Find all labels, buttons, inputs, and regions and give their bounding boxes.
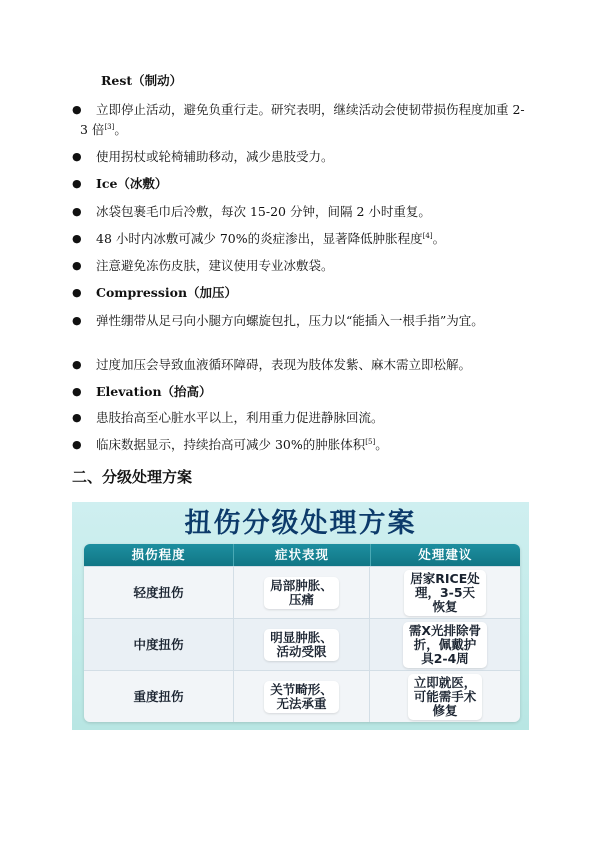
symptom-pill: 关节畸形、 无法承重 [264,681,339,713]
table-header-cell: 损伤程度 [84,544,234,566]
list-item [72,435,532,455]
citation-ref: [3] [104,122,115,131]
list-item-text: 立即停止活动，避免负重行走。研究表明，继续活动会使韧带损伤程度加重 2-3 倍[3]。 [80,102,525,137]
table-row [84,670,520,722]
citation-ref: [5] [365,437,376,446]
grading-table-figure [72,502,529,730]
bullet-icon: ● [72,286,82,299]
bullet-icon: ● [72,411,82,424]
bullet-icon: ● [72,103,82,116]
table-header-row [84,544,520,566]
list-item-heading [72,283,532,303]
table-cell-advice [370,619,520,670]
figure-title: 扭伤分级处理方案 [184,508,417,539]
list-item [72,100,532,140]
list-item [72,229,532,249]
list-item-heading [72,174,532,194]
symptom-pill: 明显肿胀、 活动受限 [264,629,339,661]
list-item [72,256,532,276]
table-cell-symptom [234,671,370,722]
advice-pill: 居家RICE处 理，3-5天 恢复 [404,570,486,616]
table-header-cell: 症状表现 [234,544,370,566]
grading-table [84,544,520,722]
rest-heading: Rest（制动） [101,73,183,88]
list-item-heading [72,382,532,402]
table-row [84,566,520,618]
table-cell-symptom [234,567,370,618]
table-cell-advice [370,671,520,722]
bullet-icon: ● [72,205,82,218]
table-cell-grade: 轻度扭伤 [84,567,234,618]
table-cell-grade: 中度扭伤 [84,619,234,670]
list-item-text: 48 小时内冰敷可减少 70%的炎症渗出，显著降低肿胀程度[4]。 [96,231,446,246]
bullet-icon: ● [72,314,82,327]
bullet-icon: ● [72,177,82,190]
list-item [72,147,532,167]
bullet-icon: ● [72,385,82,398]
bullet-icon: ● [72,358,82,371]
bullet-icon: ● [72,438,82,451]
list-item [72,311,532,331]
bullet-icon: ● [72,259,82,272]
bullet-icon: ● [72,150,82,163]
compression-heading: Compression（加压） [96,285,238,300]
list-item-text: 冰袋包裹毛巾后冷敷，每次 15-20 分钟，间隔 2 小时重复。 [96,204,431,219]
list-item [72,202,532,222]
citation-ref: [4] [422,231,433,240]
advice-pill: 立即就医， 可能需手术 修复 [408,674,483,720]
list-item-text: 弹性绷带从足弓向小腿方向螺旋包扎，压力以“能插入一根手指”为宜。 [96,313,484,328]
table-cell-grade: 重度扭伤 [84,671,234,722]
symptom-pill: 局部肿胀、 压痛 [264,577,339,609]
list-item-text: 临床数据显示，持续抬高可减少 30%的肿胀体积[5]。 [96,437,388,452]
elevation-heading: Elevation（抬高） [96,384,212,399]
table-cell-advice [370,567,520,618]
section-title: 二、分级处理方案 [72,468,193,486]
list-item [72,355,532,375]
list-item-text: 患肢抬高至心脏水平以上，利用重力促进静脉回流。 [96,410,384,425]
bullet-icon: ● [72,232,82,245]
table-row [84,618,520,670]
ice-heading: Ice（冰敷） [96,176,168,191]
advice-pill: 需X光排除骨 折，佩戴护 具2-4周 [403,622,487,668]
list-item [72,408,532,428]
table-header-cell: 处理建议 [418,547,473,562]
list-item-text: 过度加压会导致血液循环障碍，表现为肢体发紫、麻木需立即松解。 [96,357,472,372]
table-cell-symptom [234,619,370,670]
list-item-text: 使用拐杖或轮椅辅助移动，减少患肢受力。 [96,149,334,164]
list-item-text: 注意避免冻伤皮肤，建议使用专业冰敷袋。 [96,258,334,273]
